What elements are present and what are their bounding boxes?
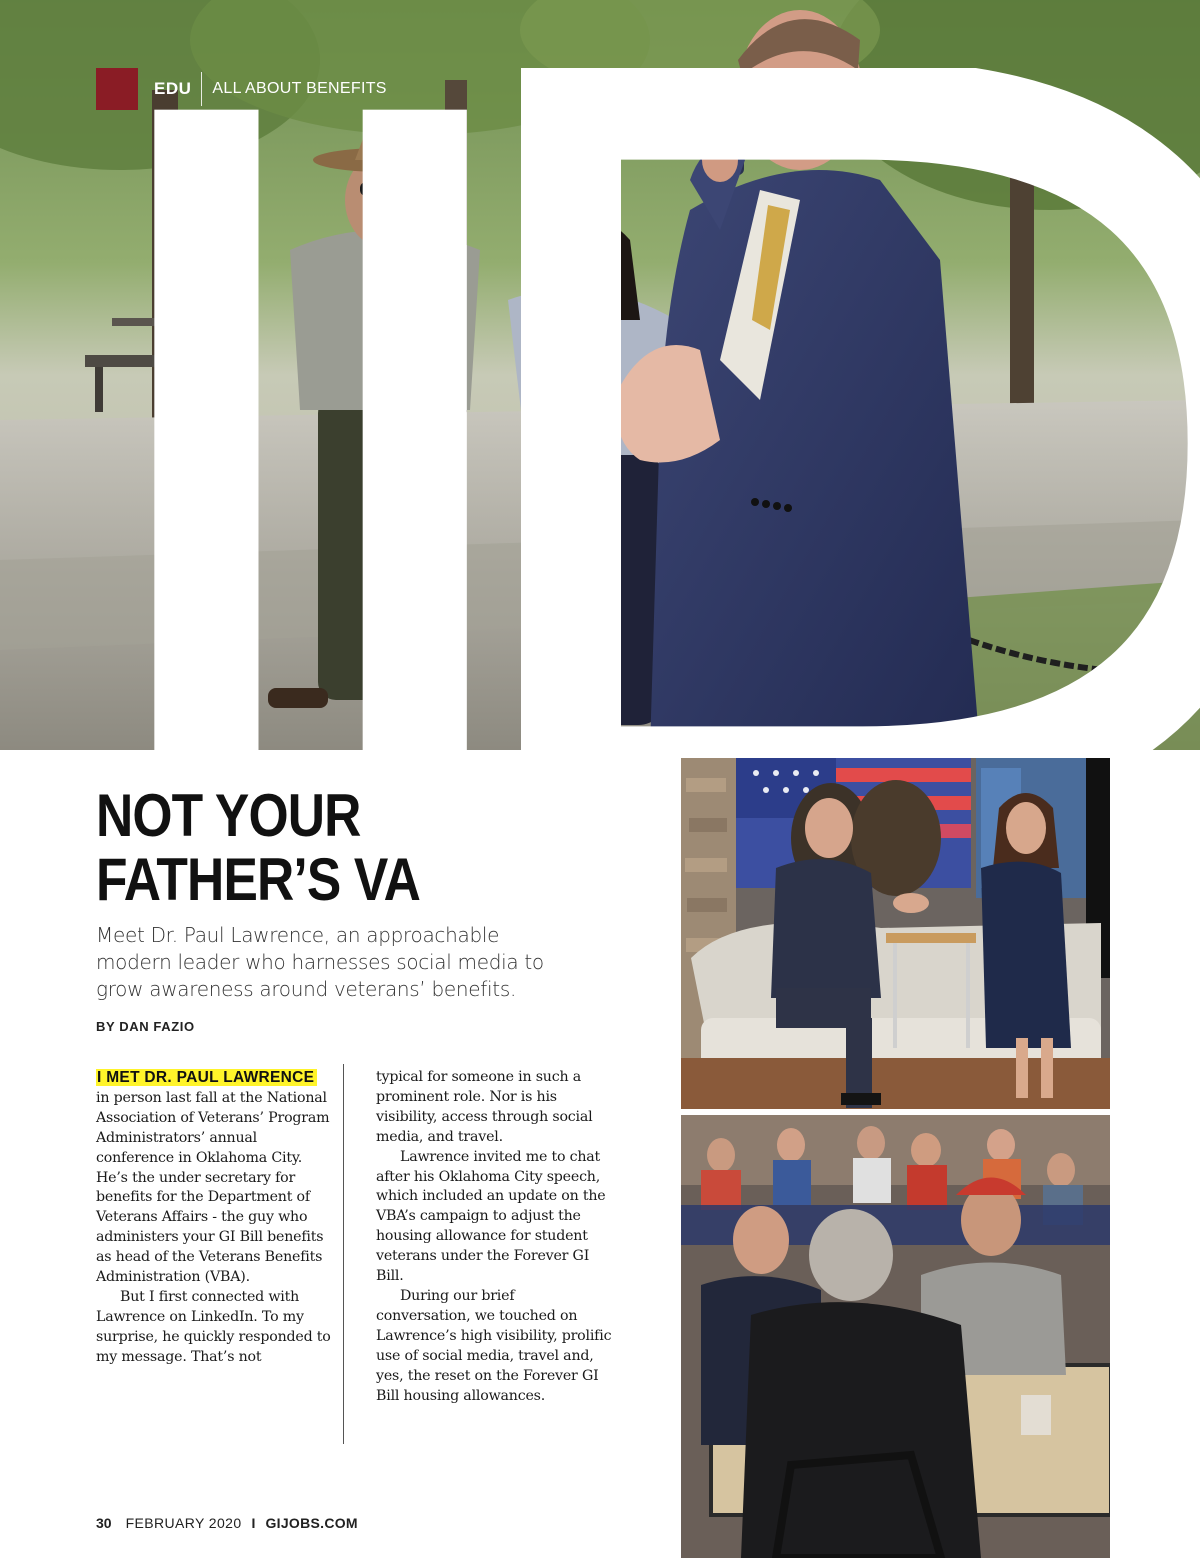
article-paragraph: Lawrence invited me to chat after his Oklahoma City speech, which included an update on the VBA’s campaign to adjust the housing allowance for student veterans under the Forever GI Bill.: [376, 1148, 606, 1285]
section-label: EDU: [154, 79, 192, 98]
article-column-2: [376, 1068, 612, 1406]
page-number: 30: [96, 1515, 112, 1531]
paragraph-text: in person last fall at the National Association of Veterans’ Program Administrators’ annual conference in Oklahoma City. He’s the under secretary for benefits for the Department of Veterans Affairs - the guy who administers your GI Bill benefits as head of the Veterans Benefits Administration (VBA).: [96, 1089, 330, 1286]
section-topic: ALL ABOUT BENEFITS: [212, 80, 387, 97]
dek: Meet Dr. Paul Lawrence, an approachable modern leader who harnesses social media to grow awareness around veterans’ benefits.: [96, 923, 544, 1001]
footer-separator: I: [251, 1515, 256, 1531]
page-footer: [96, 1515, 358, 1531]
article-paragraph: [96, 1068, 332, 1288]
headline-line-2: FATHER’S VA: [96, 846, 421, 913]
column-divider: [343, 1064, 344, 1444]
section-divider: [201, 72, 202, 106]
tv-interview-photo: [681, 758, 1110, 1109]
lead-in-highlight: I MET DR. PAUL LAWRENCE: [96, 1069, 317, 1086]
hero-photo: [0, 0, 1200, 750]
id-monogram-icon: [96, 68, 138, 110]
section-tag: [96, 68, 387, 110]
town-hall-photo: [681, 1115, 1110, 1558]
headline-line-1: NOT YOUR: [96, 782, 361, 849]
article-paragraph: typical for someone in such a prominent role. Nor is his visibility, access through social media, and travel.: [376, 1069, 593, 1145]
article-column-1: [96, 1068, 332, 1368]
issue-date: FEBRUARY 2020: [125, 1515, 242, 1531]
article-paragraph: During our brief conversation, we touched on Lawrence’s high visibility, prolific use of social media, travel and, yes, the reset on the Forever GI Bill housing allowances.: [376, 1287, 612, 1404]
headline: [96, 784, 578, 912]
byline: BY DAN FAZIO: [96, 1019, 195, 1034]
tv-interview-photo-art: [681, 758, 1110, 1109]
town-hall-photo-art: [681, 1115, 1110, 1558]
article-paragraph: But I first connected with Lawrence on LinkedIn. To my surprise, he quickly responded to my message. That’s not: [96, 1288, 331, 1365]
website-link[interactable]: GIJOBS.COM: [265, 1515, 358, 1531]
